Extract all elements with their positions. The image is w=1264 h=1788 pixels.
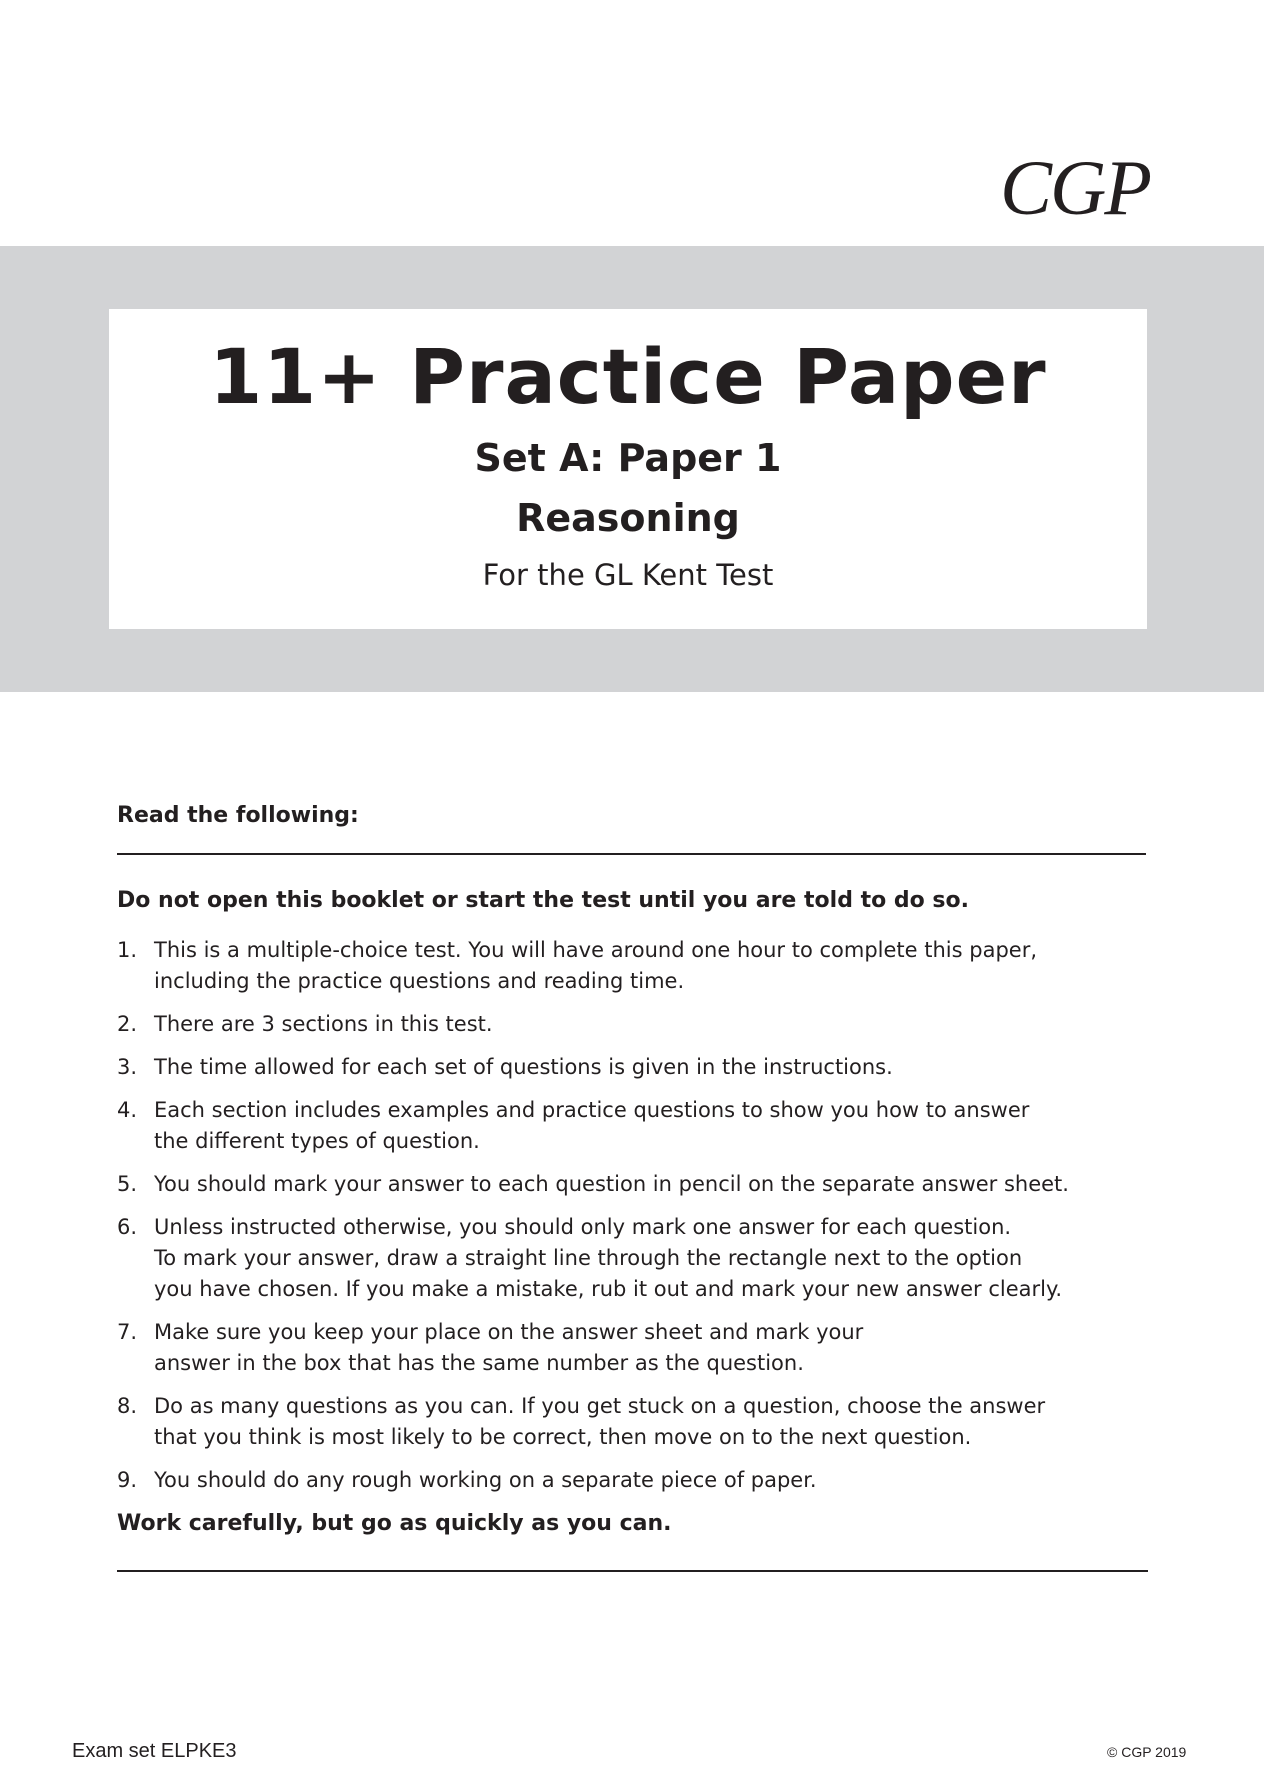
instruction-item [117,1391,1157,1453]
instructions-list [117,935,1157,1508]
instruction-text-line: Do as many questions as you can. If you get stuck on a question, choose the answer [154,1394,1046,1418]
instruction-text-line: the different types of question. [154,1129,480,1153]
instruction-text-line: To mark your answer, draw a straight line through the rectangle next to the option [154,1246,1023,1270]
instruction-number: 7. [117,1320,138,1344]
paper-title: 11+ Practice Paper [209,332,1047,421]
instruction-number: 1. [117,938,138,962]
instruction-text-line: The time allowed for each set of questions is given in the instructions. [154,1055,893,1079]
instruction-item [117,1465,1157,1496]
instruction-item [117,1095,1157,1157]
do-not-open-warning: Do not open this booklet or start the test until you are told to do so. [117,888,969,913]
instruction-text-line: Make sure you keep your place on the answer sheet and mark your [154,1320,864,1344]
paper-test-name: For the GL Kent Test [482,558,774,592]
instruction-text-line: There are 3 sections in this test. [154,1012,493,1036]
instruction-text-line: Unless instructed otherwise, you should only mark one answer for each question. [154,1215,1012,1239]
instruction-text-line: You should do any rough working on a separate piece of paper. [154,1468,817,1492]
bottom-divider [117,1570,1148,1572]
instruction-item [117,1169,1157,1200]
paper-set: Set A: Paper 1 [474,436,782,480]
instruction-text-line: answer in the box that has the same number as the question. [154,1351,804,1375]
instruction-text-line: This is a multiple-choice test. You will have around one hour to complete this paper, [154,938,1038,962]
paper-subject: Reasoning [516,496,740,540]
instruction-number: 3. [117,1055,138,1079]
instructions-heading: Read the following: [117,803,359,828]
instruction-number: 6. [117,1215,138,1239]
copyright-notice: © CGP 2019 [1107,1744,1187,1760]
instruction-text-line: You should mark your answer to each question in pencil on the separate answer sheet. [154,1172,1069,1196]
instruction-item [117,1052,1157,1083]
instruction-number: 2. [117,1012,138,1036]
instruction-item [117,1317,1157,1379]
instruction-number: 9. [117,1468,138,1492]
instruction-text-line: you have chosen. If you make a mistake, rub it out and mark your new answer clearly. [154,1277,1063,1301]
instruction-number: 4. [117,1098,138,1122]
instruction-number: 5. [117,1172,138,1196]
top-divider [117,853,1146,855]
instruction-item [117,1009,1157,1040]
instruction-number: 8. [117,1394,138,1418]
instruction-text-line: including the practice questions and reading time. [154,969,685,993]
cgp-logo: CGP [1000,144,1150,231]
instruction-text-line: Each section includes examples and practice questions to show you how to answer [154,1098,1030,1122]
instruction-text-line: that you think is most likely to be correct, then move on to the next question. [154,1425,972,1449]
instruction-item [117,935,1157,997]
title-box [109,309,1147,629]
instruction-item [117,1212,1157,1305]
closing-instruction: Work carefully, but go as quickly as you can. [117,1511,672,1536]
exam-set-code: Exam set ELPKE3 [72,1740,237,1762]
